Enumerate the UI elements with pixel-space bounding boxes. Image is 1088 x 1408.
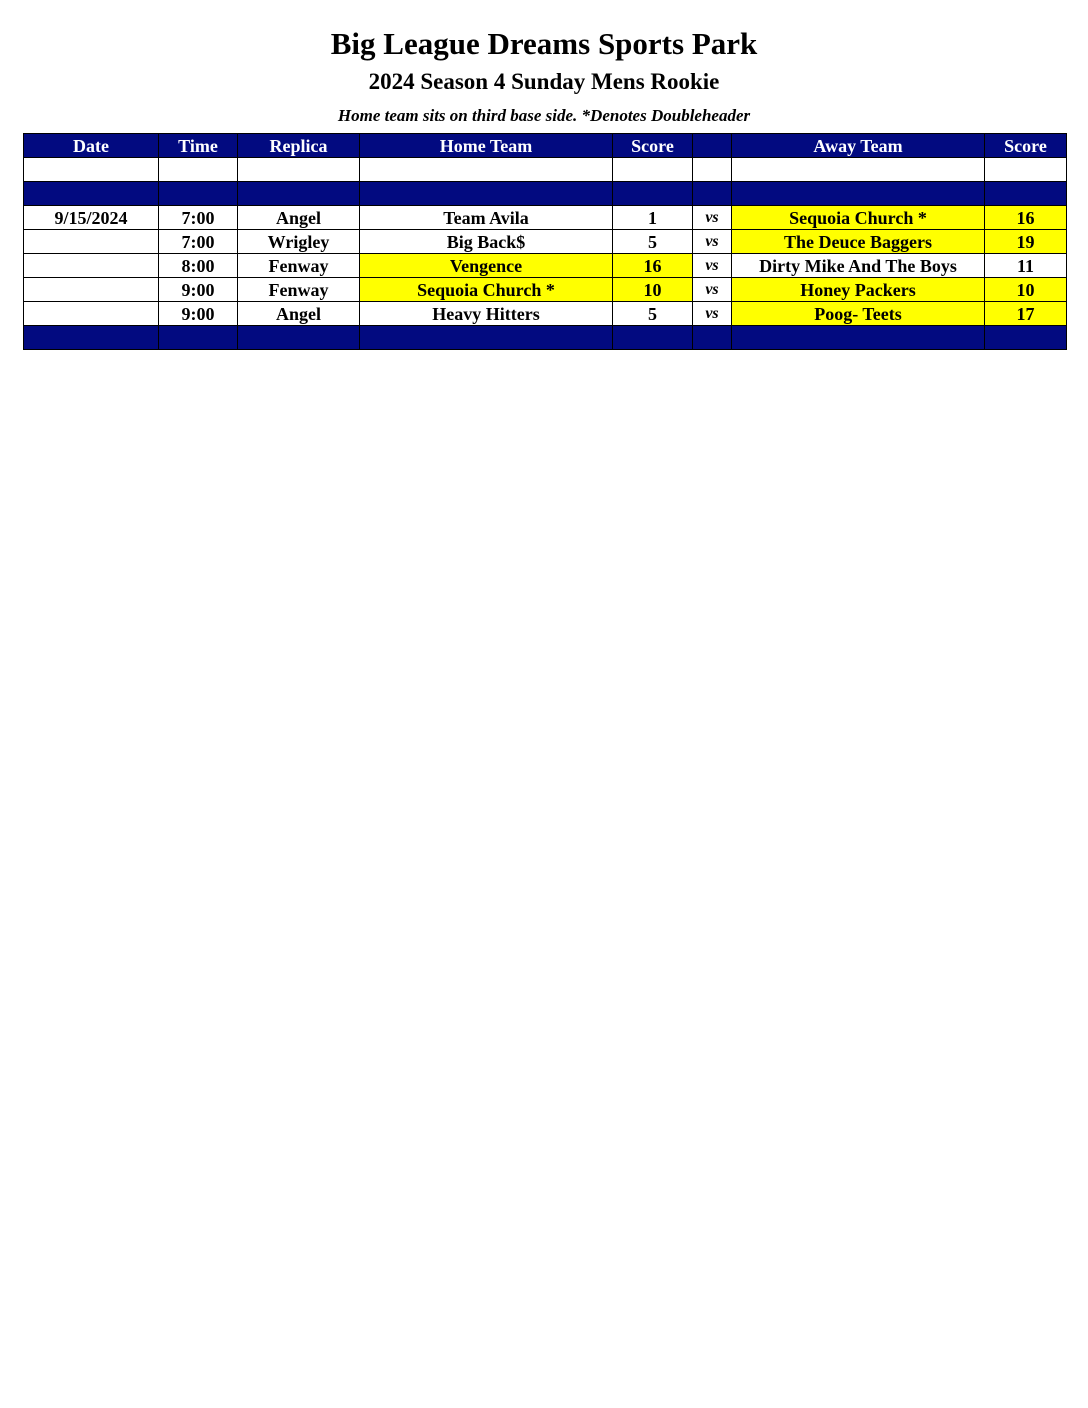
vs-cell: vs xyxy=(693,230,732,254)
col-header-time: Time xyxy=(159,134,238,158)
page-subtitle: 2024 Season 4 Sunday Mens Rookie xyxy=(368,69,720,94)
band-cell xyxy=(985,326,1067,350)
home-team-cell: Heavy Hitters xyxy=(360,302,613,326)
col-header-home-team: Home Team xyxy=(360,134,613,158)
home-score-cell: 5 xyxy=(613,302,693,326)
vs-cell: vs xyxy=(693,206,732,230)
home-score-cell: 5 xyxy=(613,230,693,254)
col-header-away-team: Away Team xyxy=(732,134,985,158)
time-cell: 9:00 xyxy=(159,278,238,302)
home-score-cell: 1 xyxy=(613,206,693,230)
band-cell xyxy=(238,326,360,350)
date-cell: 9/15/2024 xyxy=(24,206,159,230)
date-cell xyxy=(24,302,159,326)
away-score-cell: 16 xyxy=(985,206,1067,230)
vs-cell: vs xyxy=(693,254,732,278)
band-cell xyxy=(693,326,732,350)
away-team-cell: The Deuce Baggers xyxy=(732,230,985,254)
col-header-vs xyxy=(693,134,732,158)
col-header-home-score: Score xyxy=(613,134,693,158)
separator-band xyxy=(24,326,1067,350)
col-header-away-score: Score xyxy=(985,134,1067,158)
date-cell xyxy=(24,278,159,302)
empty-cell xyxy=(613,158,693,182)
band-cell xyxy=(24,326,159,350)
date-cell xyxy=(24,254,159,278)
time-cell: 7:00 xyxy=(159,206,238,230)
col-header-date: Date xyxy=(24,134,159,158)
empty-cell xyxy=(24,158,159,182)
game-row xyxy=(24,278,1067,302)
empty-cell xyxy=(732,158,985,182)
page-title: Big League Dreams Sports Park xyxy=(330,26,758,61)
game-row xyxy=(24,230,1067,254)
home-score-cell: 10 xyxy=(613,278,693,302)
date-cell xyxy=(24,230,159,254)
band-cell xyxy=(360,326,613,350)
band-cell xyxy=(693,182,732,206)
replica-cell: Fenway xyxy=(238,278,360,302)
band-cell xyxy=(732,326,985,350)
band-cell xyxy=(360,182,613,206)
away-score-cell: 11 xyxy=(985,254,1067,278)
col-header-replica: Replica xyxy=(238,134,360,158)
vs-cell: vs xyxy=(693,302,732,326)
empty-cell xyxy=(985,158,1067,182)
away-score-cell: 10 xyxy=(985,278,1067,302)
home-team-cell: Team Avila xyxy=(360,206,613,230)
empty-cell xyxy=(693,158,732,182)
empty-cell xyxy=(238,158,360,182)
away-team-cell: Poog- Teets xyxy=(732,302,985,326)
home-team-cell: Sequoia Church * xyxy=(360,278,613,302)
band-cell xyxy=(159,326,238,350)
time-cell: 8:00 xyxy=(159,254,238,278)
game-row xyxy=(24,254,1067,278)
replica-cell: Angel xyxy=(238,302,360,326)
replica-cell: Wrigley xyxy=(238,230,360,254)
game-row xyxy=(24,302,1067,326)
game-row xyxy=(24,206,1067,230)
separator-band xyxy=(24,182,1067,206)
home-team-cell: Vengence xyxy=(360,254,613,278)
band-cell xyxy=(985,182,1067,206)
vs-cell: vs xyxy=(693,278,732,302)
blank-row xyxy=(24,158,1067,182)
away-team-cell: Dirty Mike And The Boys xyxy=(732,254,985,278)
band-cell xyxy=(159,182,238,206)
away-team-cell: Sequoia Church * xyxy=(732,206,985,230)
band-cell xyxy=(732,182,985,206)
band-cell xyxy=(238,182,360,206)
header-row xyxy=(24,134,1067,158)
schedule-table xyxy=(23,133,1067,350)
away-score-cell: 19 xyxy=(985,230,1067,254)
time-cell: 7:00 xyxy=(159,230,238,254)
doubleheader-note: Home team sits on third base side. *Denotes Doubleheader xyxy=(337,106,751,125)
band-cell xyxy=(613,326,693,350)
away-team-cell: Honey Packers xyxy=(732,278,985,302)
home-team-cell: Big Back$ xyxy=(360,230,613,254)
replica-cell: Fenway xyxy=(238,254,360,278)
band-cell xyxy=(613,182,693,206)
away-score-cell: 17 xyxy=(985,302,1067,326)
empty-cell xyxy=(360,158,613,182)
time-cell: 9:00 xyxy=(159,302,238,326)
empty-cell xyxy=(159,158,238,182)
band-cell xyxy=(24,182,159,206)
replica-cell: Angel xyxy=(238,206,360,230)
home-score-cell: 16 xyxy=(613,254,693,278)
